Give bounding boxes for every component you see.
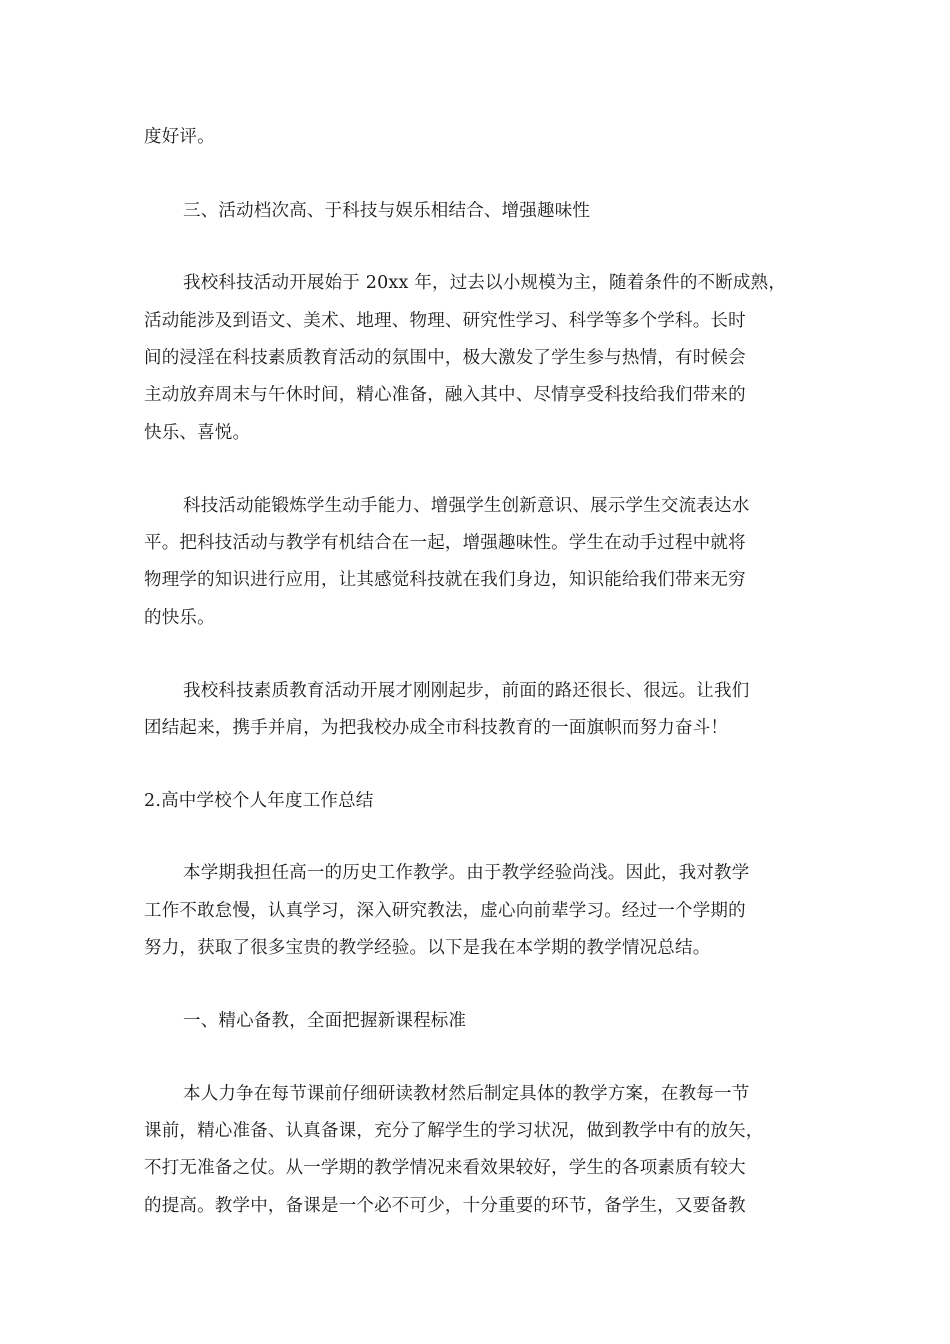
text-line: 我校科技活动开展始于 20xx 年，过去以小规模为主，随着条件的不断成熟， xyxy=(183,273,787,293)
section-heading: 一、精心备教，全面把握新课程标准 xyxy=(183,1011,467,1031)
text-line: 主动放弃周末与午休时间，精心准备，融入其中、尽情享受科技给我们带来的 xyxy=(144,385,746,405)
text-line: 科技活动能锻炼学生动手能力、增强学生创新意识、展示学生交流表达水 xyxy=(183,496,750,516)
section-title: 2.高中学校个人年度工作总结 xyxy=(144,791,374,811)
text-line: 不打无准备之仗。从一学期的教学情况来看效果较好，学生的各项素质有较大 xyxy=(144,1158,746,1178)
text-line: 的提高。教学中，备课是一个必不可少，十分重要的环节，备学生，又要备教 xyxy=(144,1196,746,1216)
text-line: 度好评。 xyxy=(144,127,215,147)
text-line: 快乐、喜悦。 xyxy=(144,423,251,443)
text-line: 本人力争在每节课前仔细研读教材然后制定具体的教学方案，在教每一节 xyxy=(183,1084,750,1104)
text-line: 平。把科技活动与教学有机结合在一起，增强趣味性。学生在动手过程中就将 xyxy=(144,533,746,553)
text-line: 的快乐。 xyxy=(144,608,215,628)
text-line: 活动能涉及到语文、美术、地理、物理、研究性学习、科学等多个学科。长时 xyxy=(144,311,746,331)
text-line: 课前，精心准备、认真备课，充分了解学生的学习状况，做到教学中有的放矢， xyxy=(144,1121,764,1141)
text-line: 努力，获取了很多宝贵的教学经验。以下是我在本学期的教学情况总结。 xyxy=(144,938,711,958)
text-line: 间的浸淫在科技素质教育活动的氛围中，极大激发了学生参与热情，有时候会 xyxy=(144,348,746,368)
text-line: 工作不敢怠慢，认真学习，深入研究教法，虚心向前辈学习。经过一个学期的 xyxy=(144,901,746,921)
text-line: 我校科技素质教育活动开展才刚刚起步，前面的路还很长、很远。让我们 xyxy=(183,681,750,701)
section-heading: 三、活动档次高、于科技与娱乐相结合、增强趣味性 xyxy=(183,201,591,221)
text-line: 物理学的知识进行应用，让其感觉科技就在我们身边，知识能给我们带来无穷 xyxy=(144,570,746,590)
text-line: 本学期我担任高一的历史工作教学。由于教学经验尚浅。因此，我对教学 xyxy=(183,863,750,883)
text-line: 团结起来，携手并肩，为把我校办成全市科技教育的一面旗帜而努力奋斗！ xyxy=(144,718,729,738)
